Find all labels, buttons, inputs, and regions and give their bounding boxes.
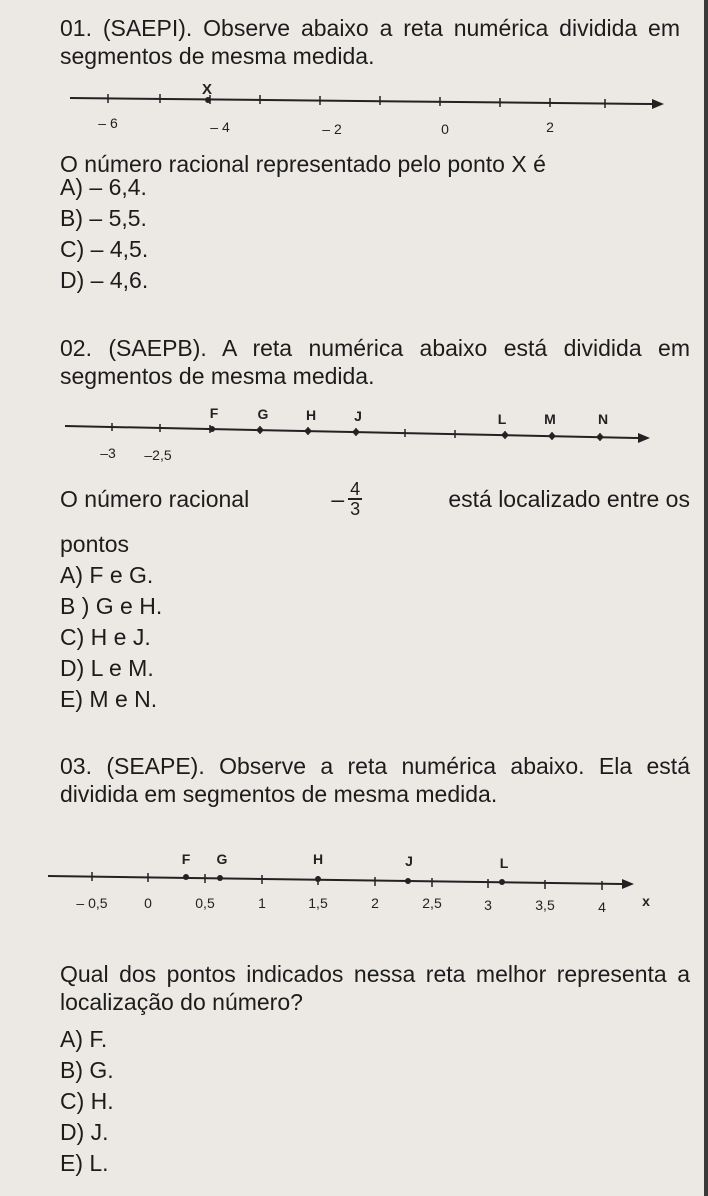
- q3-point-h-dot: [315, 876, 321, 882]
- q1-tick-label: 2: [546, 119, 554, 135]
- q3-number-line: [40, 840, 690, 920]
- q1-option-d[interactable]: D) – 4,6.: [60, 267, 149, 293]
- q2-options: [60, 560, 690, 715]
- q3-tick-label: 1,5: [308, 895, 328, 911]
- q3-options: [60, 1024, 690, 1179]
- q2-fraction: [331, 480, 366, 518]
- q3-option-d[interactable]: D) J.: [60, 1119, 109, 1145]
- q3-tick-label: 3,5: [535, 897, 555, 913]
- q2-point-m-dot: [549, 433, 555, 439]
- q3-point-l-dot: [499, 879, 505, 885]
- q2-number-line: [60, 402, 660, 466]
- q2-fraction-sign: –: [331, 486, 345, 512]
- q2-fraction-body: [348, 480, 362, 518]
- q1-point-x-label: X: [202, 84, 213, 98]
- q3-point-label: L: [499, 855, 509, 871]
- q1-number-line: [60, 84, 670, 142]
- q3-option-b[interactable]: B) G.: [60, 1057, 114, 1083]
- q3-point-f-dot: [183, 874, 189, 880]
- q3-point-label: J: [405, 853, 413, 869]
- q2-option-c[interactable]: C) H e J.: [60, 624, 151, 650]
- q2-tick-label: –2,5: [144, 447, 172, 463]
- q3-point-label: H: [312, 851, 324, 867]
- q3-option-e[interactable]: E) L.: [60, 1150, 109, 1176]
- q2-point-label: N: [597, 411, 609, 427]
- q2-option-a[interactable]: A) F e G.: [60, 562, 154, 588]
- q2-tick-label: –3: [100, 445, 116, 461]
- q3-option-c[interactable]: C) H.: [60, 1088, 114, 1114]
- q1-option-c[interactable]: C) – 4,5.: [60, 236, 149, 262]
- q2-question-line: [60, 480, 690, 518]
- page-edge-shadow: [704, 0, 708, 1196]
- q2-point-h-dot: [305, 428, 311, 434]
- q1-tick-label: – 4: [210, 119, 230, 135]
- q2-point-l-dot: [502, 432, 508, 438]
- q2-option-d[interactable]: D) L e M.: [60, 655, 154, 681]
- q3-tick-label: 2,5: [422, 895, 442, 911]
- q2-point-label: L: [497, 411, 507, 427]
- q2-fraction-denominator: 3: [350, 499, 361, 519]
- q3-tick-label: 1: [258, 895, 266, 911]
- q1-question: O número racional representado pelo ponto X é: [60, 151, 546, 177]
- q3-tick-label: 3: [484, 897, 492, 913]
- q2-point-f-dot: [209, 426, 215, 432]
- q1-option-b[interactable]: B) – 5,5.: [60, 205, 147, 231]
- q1-statement: 01. (SAEPI). Observe abaixo a reta numérica dividida em segmentos de mesma medida.: [60, 15, 680, 69]
- q2-question-end: pontos: [60, 531, 130, 557]
- q3-question: Qual dos pontos indicados nessa reta melhor representa a localização do número?: [60, 961, 690, 1015]
- q2-point-j-dot: [353, 429, 359, 435]
- q3-tick-label: 4: [598, 899, 606, 915]
- q2-point-label: J: [354, 408, 362, 424]
- q2-point-g-dot: [257, 427, 263, 433]
- q3-point-label: G: [216, 851, 228, 867]
- q2-point-label: H: [305, 407, 317, 423]
- q3-tick-label: 2: [371, 895, 379, 911]
- q2-point-label: F: [209, 405, 219, 421]
- q3-option-a[interactable]: A) F.: [60, 1026, 108, 1052]
- q2-statement: 02. (SAEPB). A reta numérica abaixo está dividida em segmentos de mesma medida.: [60, 335, 690, 389]
- q3-statement: 03. (SEAPE). Observe a reta numérica abaixo. Ela está dividida em segmentos de mesma medida.: [60, 753, 690, 807]
- q2-option-e[interactable]: E) M e N.: [60, 686, 158, 712]
- q2-point-n-dot: [597, 434, 603, 440]
- q1-tick-label: – 2: [322, 121, 342, 137]
- q1-options: [60, 172, 690, 296]
- q2-option-b[interactable]: B ) G e H.: [60, 593, 163, 619]
- q3-point-label: F: [181, 851, 191, 867]
- q3-point-j-dot: [405, 878, 411, 884]
- q2-question-after: está localizado entre os: [448, 486, 690, 512]
- q1-tick-label: 0: [441, 121, 449, 137]
- q2-question-before: O número racional: [60, 486, 250, 512]
- q2-fraction-numerator: 4: [350, 479, 361, 499]
- q3-end-label: x: [642, 893, 650, 909]
- q1-option-a[interactable]: A) – 6,4.: [60, 174, 147, 200]
- q2-point-label: G: [257, 406, 269, 422]
- q1-tick-label: – 6: [98, 115, 118, 131]
- q3-tick-label: 0: [144, 895, 152, 911]
- q3-point-g-dot: [217, 875, 223, 881]
- q3-tick-label: – 0,5: [76, 895, 108, 911]
- q2-point-label: M: [544, 411, 556, 427]
- q3-tick-label: 0,5: [195, 895, 215, 911]
